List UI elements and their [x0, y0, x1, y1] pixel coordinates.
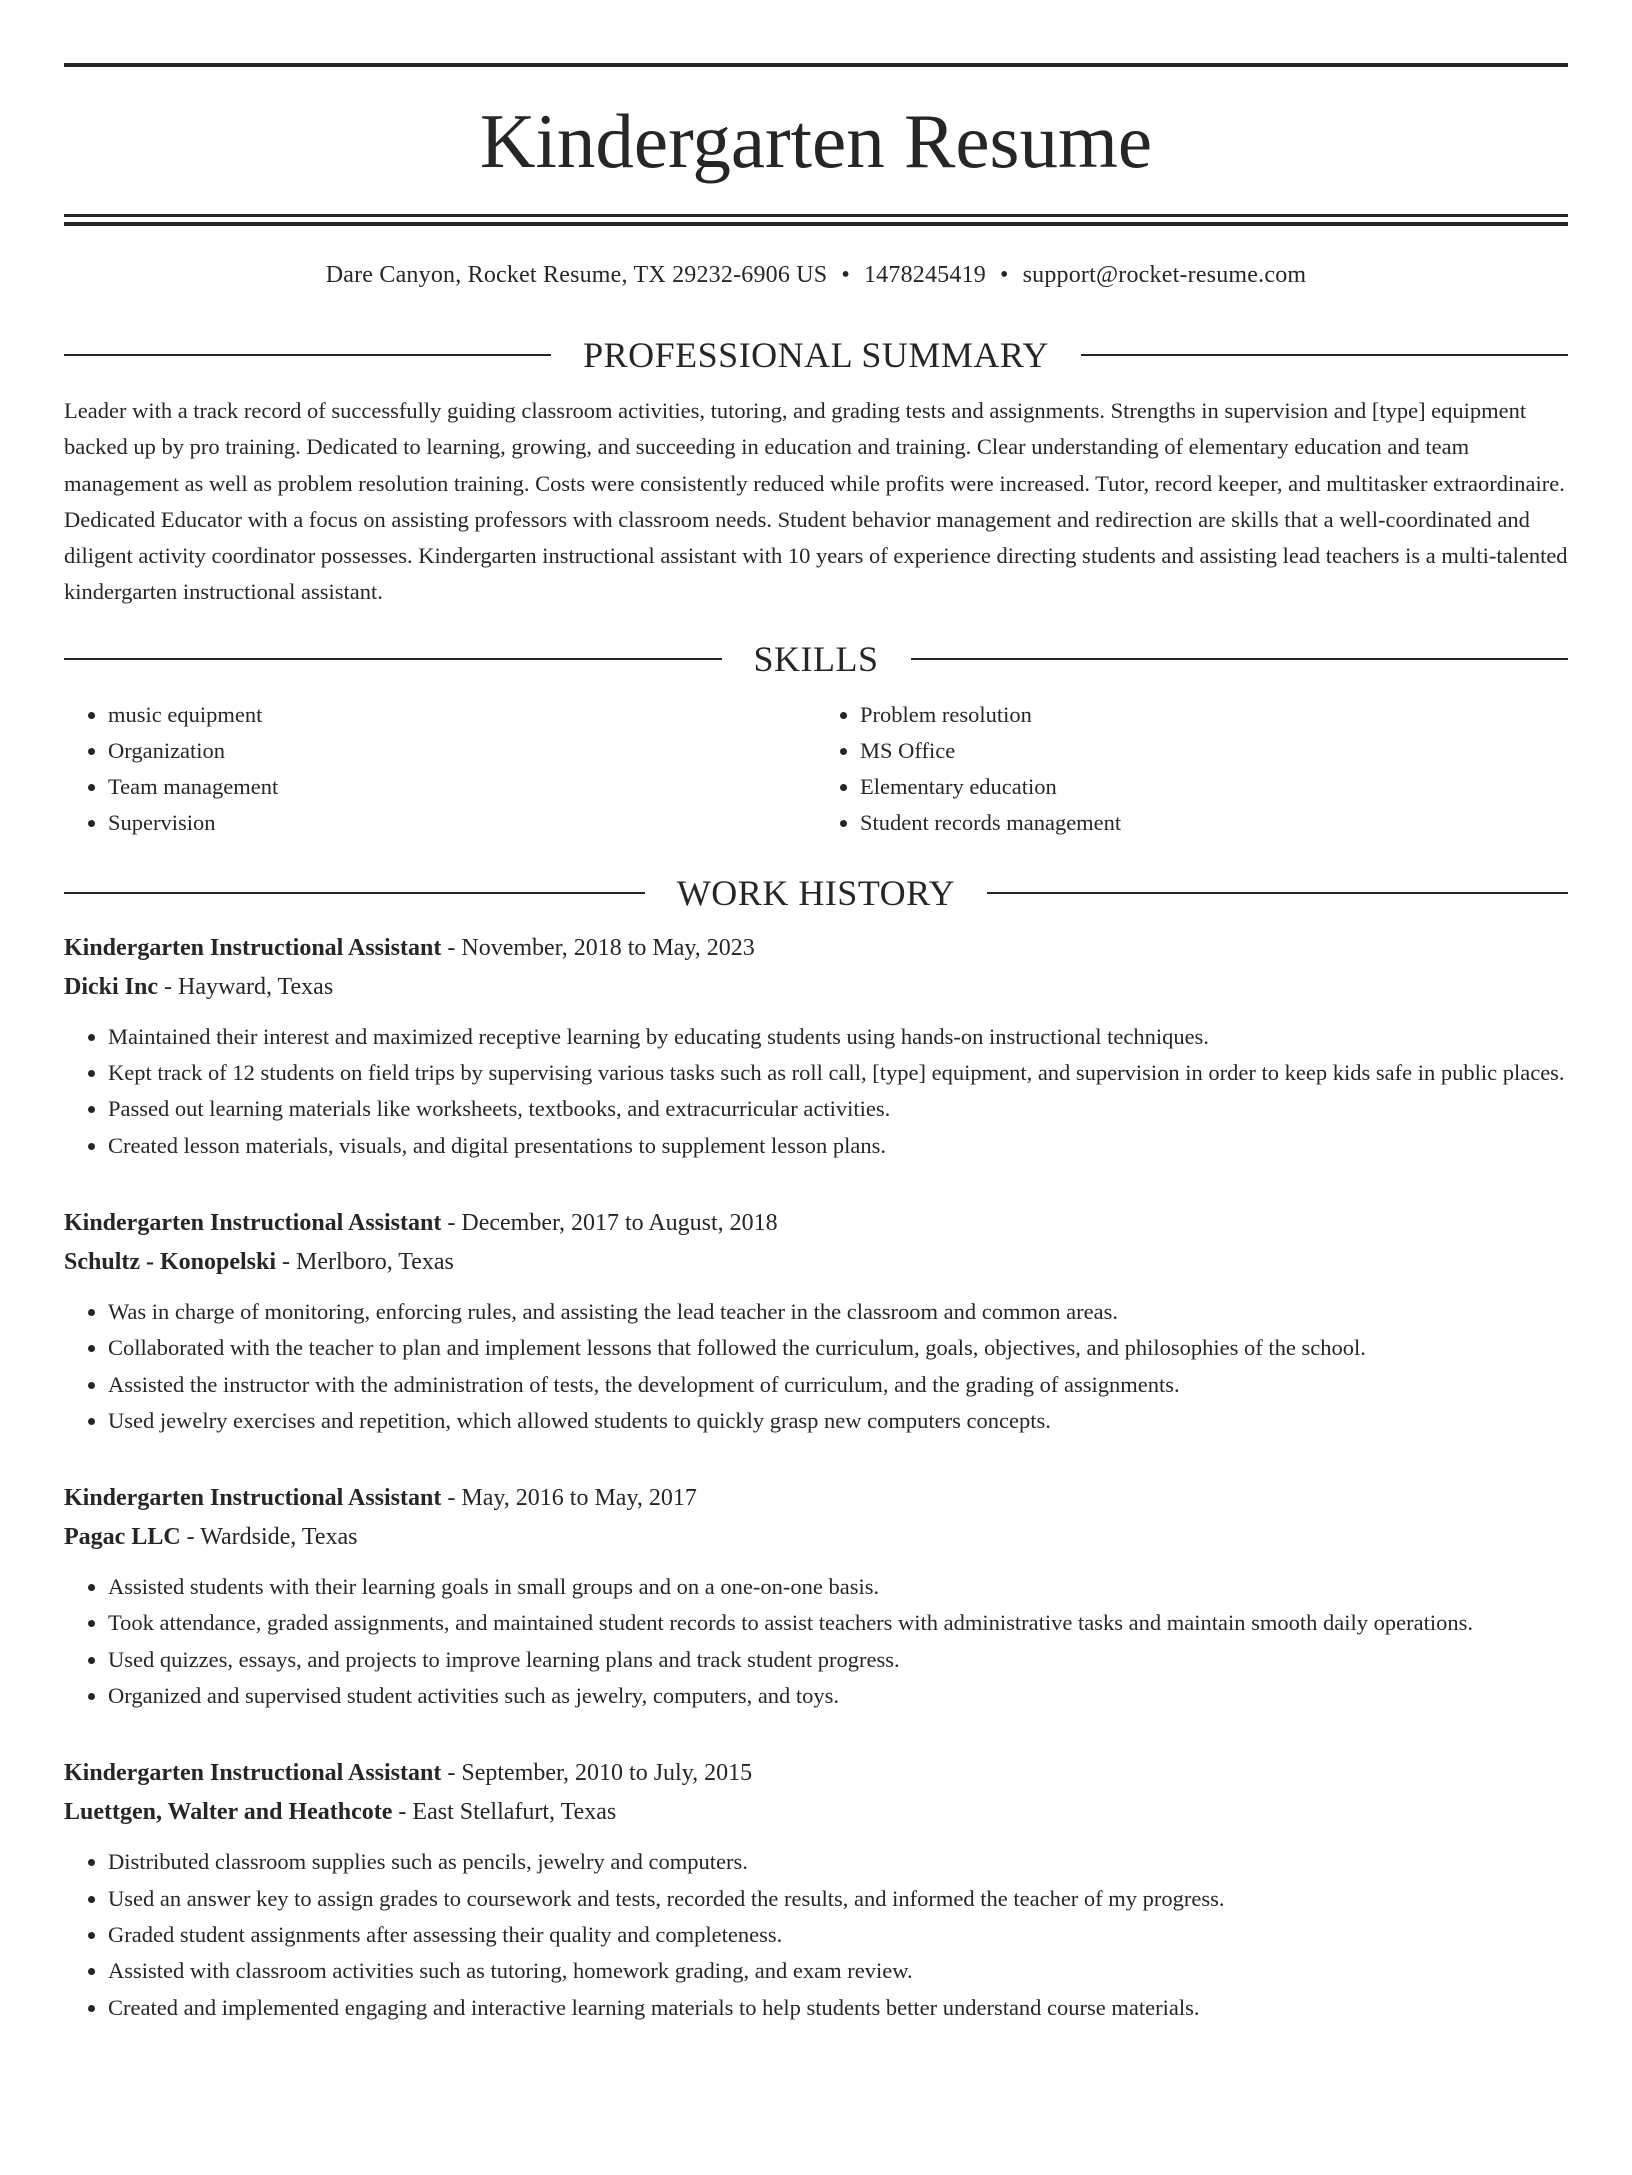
heading-rule-right: [911, 658, 1569, 660]
job-entry: [64, 929, 1568, 1164]
job-entry: [64, 1479, 1568, 1714]
job-bullet: • Maintained their interest and maximized receptive learning by educating students using hands-on instructional techniques.: [108, 1019, 1568, 1055]
work-heading: [64, 872, 1568, 913]
heading-rule-right: [1081, 354, 1568, 356]
job-dash: -: [441, 1760, 462, 1787]
job-title: Kindergarten Instructional Assistant: [64, 1760, 442, 1787]
skill-item: • Supervision: [108, 805, 816, 841]
skills-list: [64, 697, 1568, 841]
title-divider: [64, 214, 1568, 226]
heading-rule-left: [64, 354, 551, 356]
contact-separator: •: [999, 262, 1009, 288]
job-title-line: [64, 1479, 1568, 1518]
job-dates: December, 2017 to August, 2018: [461, 1209, 778, 1236]
job-title-line: [64, 929, 1568, 968]
job-bullets: [64, 1569, 1568, 1714]
skill-item: • MS Office: [860, 733, 1568, 769]
heading-rule-left: [64, 892, 645, 894]
job-bullet: • Created lesson materials, visuals, and digital presentations to supplement lesson plans.: [108, 1128, 1568, 1164]
job-company: Luettgen, Walter and Heathcote: [64, 1799, 393, 1826]
job-title: Kindergarten Instructional Assistant: [64, 1485, 442, 1512]
job-dash: -: [441, 1209, 462, 1236]
summary-text: Leader with a track record of successfully guiding classroom activities, tutoring, and grading tests and assignments. Strengths in supervision and [type] equipment backed up by pro training. Dedicated to learning, growing, and succeeding in education and training. Clear understanding of elementary education and team management as well as problem resolution training. Costs were consistently reduced while profits were increased. Tutor, record keeper, and multitasker extraordinaire. Dedicated Educator with a focus on assisting professors with classroom needs. Student behavior management and redirection are skills that a well-coordinated and diligent activity coordinator possesses. Kindergarten instructional assistant with 10 years of experience directing students and assisting lead teachers is a multi-talented kindergarten instructional assistant.: [64, 398, 1568, 605]
skill-item: • Student records management: [860, 805, 1568, 841]
job-bullet: • Was in charge of monitoring, enforcing rules, and assisting the lead teacher in the classroom and common areas.: [108, 1294, 1568, 1330]
job-bullet: • Graded student assignments after assessing their quality and completeness.: [108, 1917, 1568, 1953]
skills-column-left: [64, 697, 816, 841]
job-company-line: [64, 1518, 1568, 1557]
job-bullet: • Passed out learning materials like worksheets, textbooks, and extracurricular activities.: [108, 1091, 1568, 1127]
job-dates: November, 2018 to May, 2023: [461, 934, 755, 961]
summary-heading: [64, 337, 1568, 373]
skill-item: • music equipment: [108, 697, 816, 733]
job-company: Pagac LLC: [64, 1524, 181, 1551]
job-dash: -: [441, 934, 462, 961]
job-bullet: • Used jewelry exercises and repetition, which allowed students to quickly grasp new computers concepts.: [108, 1403, 1568, 1439]
job-bullet: • Assisted with classroom activities such as tutoring, homework grading, and exam review.: [108, 1953, 1568, 1989]
job-title-line: [64, 1754, 1568, 1793]
job-entry: [64, 1204, 1568, 1439]
job-bullet: • Took attendance, graded assignments, and maintained student records to assist teachers with administrative tasks and maintain smooth daily operations.: [108, 1605, 1568, 1641]
job-bullet: • Distributed classroom supplies such as pencils, jewelry and computers.: [108, 1844, 1568, 1880]
job-bullet: • Kept track of 12 students on field trips by supervising various tasks such as roll call, [type] equipment, and supervision in order to keep kids safe in public places.: [108, 1055, 1568, 1091]
skill-item: • Elementary education: [860, 769, 1568, 805]
skills-heading: [64, 638, 1568, 679]
job-location: Hayward, Texas: [178, 973, 334, 1000]
job-location: East Stellafurt, Texas: [412, 1799, 617, 1826]
job-company-line: [64, 1793, 1568, 1832]
job-dash: -: [276, 1248, 297, 1275]
contact-email: support@rocket-resume.com: [1022, 262, 1307, 288]
job-dates: May, 2016 to May, 2017: [461, 1485, 697, 1512]
contact-separator: •: [841, 262, 850, 288]
contact-line: [64, 262, 1568, 289]
work-heading-text: WORK HISTORY: [676, 872, 956, 913]
job-dash: -: [180, 1524, 201, 1551]
heading-rule-right: [987, 892, 1568, 894]
skill-item: • Organization: [108, 733, 816, 769]
job-bullet: • Collaborated with the teacher to plan and implement lessons that followed the curriculum, goals, objectives, and philosophies of the school.: [108, 1330, 1568, 1366]
resume-title: Kindergarten Resume: [479, 98, 1153, 184]
job-title: Kindergarten Instructional Assistant: [64, 1209, 442, 1236]
contact-phone: 1478245419: [863, 262, 986, 288]
skills-heading-text: SKILLS: [753, 638, 879, 679]
job-dash: -: [158, 973, 179, 1000]
job-company: Dicki Inc: [64, 973, 159, 1000]
job-title: Kindergarten Instructional Assistant: [64, 934, 442, 961]
skills-column-right: [816, 697, 1568, 841]
heading-rule-left: [64, 658, 722, 660]
job-title-line: [64, 1204, 1568, 1243]
job-location: Merlboro, Texas: [296, 1248, 454, 1275]
job-dates: September, 2010 to July, 2015: [461, 1760, 753, 1787]
job-bullets: [64, 1294, 1568, 1439]
skill-item: • Team management: [108, 769, 816, 805]
job-bullet: • Organized and supervised student activities such as jewelry, computers, and toys.: [108, 1678, 1568, 1714]
job-company: Schultz - Konopelski: [64, 1248, 277, 1275]
skill-item: • Problem resolution: [860, 697, 1568, 733]
job-bullet: • Assisted the instructor with the administration of tests, the development of curriculum, and the grading of assignments.: [108, 1367, 1568, 1403]
job-dash: -: [441, 1485, 462, 1512]
job-bullet: • Used quizzes, essays, and projects to improve learning plans and track student progress.: [108, 1642, 1568, 1678]
job-company-line: [64, 1243, 1568, 1282]
top-divider: [64, 63, 1568, 67]
resume-page: [0, 63, 1632, 2175]
work-history: [64, 929, 1568, 2026]
summary-heading-text: PROFESSIONAL SUMMARY: [583, 335, 1049, 375]
contact-address: Dare Canyon, Rocket Resume, TX 29232-6906 US: [325, 262, 828, 288]
job-bullets: [64, 1844, 1568, 2025]
job-bullet: • Created and implemented engaging and interactive learning materials to help students better understand course materials.: [108, 1990, 1568, 2026]
job-dash: -: [392, 1799, 413, 1826]
job-location: Wardside, Texas: [200, 1524, 358, 1551]
job-entry: [64, 1754, 1568, 2025]
job-company-line: [64, 968, 1568, 1007]
job-bullet: • Assisted students with their learning goals in small groups and on a one-on-one basis.: [108, 1569, 1568, 1605]
job-bullet: • Used an answer key to assign grades to coursework and tests, recorded the results, and informed the teacher of my progress.: [108, 1881, 1568, 1917]
job-bullets: [64, 1019, 1568, 1164]
